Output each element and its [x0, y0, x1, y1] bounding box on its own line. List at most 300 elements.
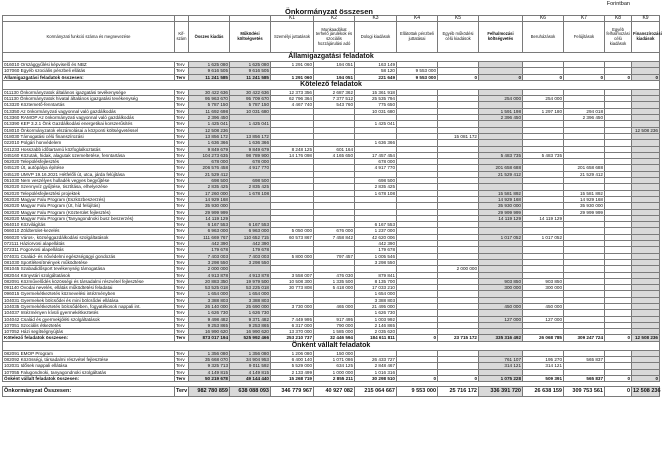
- table-cell: 11 241 585: [189, 74, 230, 80]
- table-cell: 2 396 450: [564, 115, 605, 121]
- table-cell: 5 483 735: [523, 152, 564, 158]
- header-code: K1: [271, 16, 314, 22]
- table-cell: Terv: [175, 121, 189, 127]
- table-cell: 565 837: [564, 357, 605, 363]
- table-cell: 9 253 865: [230, 322, 271, 328]
- row-label: 082044 Könyvtári szolgáltatások: [3, 272, 175, 278]
- table-cell: Terv: [175, 241, 189, 247]
- table-cell: 4 917 770: [230, 165, 271, 171]
- table-cell: 300 000: [523, 285, 564, 291]
- row-label: 062020 Településfejlesztési projektek: [3, 190, 175, 196]
- header-name: Kormányzati funkció száma és megnevezése: [3, 22, 175, 53]
- table-cell: 194 051: [314, 62, 355, 68]
- table-cell: 12 373 356: [271, 89, 314, 95]
- row-label: 104037 Intézményen kívüli gyermekétkeztetés: [3, 310, 175, 316]
- header-code: K7: [564, 16, 605, 22]
- table-cell: 3 298 550: [355, 259, 397, 265]
- header-k8: Egyéb felhalmozási célú kiadások: [605, 22, 632, 53]
- table-cell: 50 219 678: [189, 375, 230, 381]
- table-cell: 30 298 510: [355, 375, 397, 381]
- table-cell: 1 678 108: [230, 190, 271, 196]
- table-cell: Terv: [175, 310, 189, 316]
- table-cell: 17 260 000: [189, 190, 230, 196]
- row-label: 104035 Gyermekétkeztetés bölcsődében, fogyatékosok nappali int.: [3, 303, 175, 309]
- table-cell: 2 035 620: [355, 329, 397, 335]
- header-k9: Finanszírozási kiadások: [632, 22, 660, 53]
- table-cell: 15 581 892: [479, 190, 523, 196]
- table-cell: 1 591 198: [479, 108, 523, 114]
- table-cell: Terv: [175, 184, 189, 190]
- table-cell: 127 000: [479, 316, 523, 322]
- grand-total-cell: 40 927 082: [314, 387, 355, 397]
- table-cell: 314 121: [523, 363, 564, 369]
- table-cell: 1 005 546: [355, 253, 397, 259]
- table-cell: 201 658 688: [479, 165, 523, 171]
- table-cell: 0: [397, 375, 438, 381]
- table-cell: 26 433 727: [355, 357, 397, 363]
- table-cell: Terv: [175, 68, 189, 74]
- table-cell: 1 654 000: [355, 291, 397, 297]
- table-cell: 3 388 803: [355, 297, 397, 303]
- table-cell: Terv: [175, 297, 189, 303]
- table-cell: 6 167 553: [189, 222, 230, 228]
- header-code: K3: [355, 16, 397, 22]
- table-cell: 9 553 000: [397, 68, 438, 74]
- table-cell: 1 425 041: [189, 121, 230, 127]
- table-cell: Terv: [175, 316, 189, 322]
- row-label: 062020 Magyar Falu Program (Közterület fejlesztés): [3, 209, 175, 215]
- table-cell: 442 390: [189, 241, 230, 247]
- header-k7: Felújítások: [564, 22, 605, 53]
- table-cell: 879 841: [355, 272, 397, 278]
- table-cell: 1 237 000: [355, 228, 397, 234]
- table-cell: Terv: [175, 335, 189, 341]
- table-cell: 206 576 458: [189, 165, 230, 171]
- table-cell: 53 525 018: [189, 285, 230, 291]
- table-cell: Terv: [175, 146, 189, 152]
- table-cell: Terv: [175, 108, 189, 114]
- row-label: 052020 Szennyvíz gyűjtése, tisztítása, elhelyezése: [3, 184, 175, 190]
- table-cell: 12 508 236: [632, 127, 660, 133]
- table-cell: 1 206 080: [271, 350, 314, 356]
- table-cell: 3 298 550: [189, 259, 230, 265]
- table-cell: 0: [605, 74, 632, 80]
- table-cell: 10 031 680: [230, 108, 271, 114]
- header-code: K2: [314, 16, 355, 22]
- table-cell: 8 135 700: [355, 278, 397, 284]
- table-cell: 49 144 440: [230, 375, 271, 381]
- table-cell: 4 913 878: [230, 272, 271, 278]
- table-cell: Terv: [175, 357, 189, 363]
- table-cell: 2 848 467: [355, 363, 397, 369]
- table-cell: 903 850: [479, 278, 523, 284]
- row-label: 064010 Közvilágítás: [3, 222, 175, 228]
- table-cell: 29 999 999: [564, 209, 605, 215]
- table-cell: 761 107: [479, 357, 523, 363]
- table-cell: 23 715 172: [438, 335, 479, 341]
- table-cell: 0: [605, 335, 632, 341]
- table-cell: 2 396 450: [479, 115, 523, 121]
- table-cell: 775 650: [355, 102, 397, 108]
- table-cell: 1 626 730: [355, 310, 397, 316]
- table-cell: 1 636 366: [189, 140, 230, 146]
- row-label: Államigazgatási feladatok összesen:: [3, 74, 175, 80]
- table-cell: 179 678: [355, 247, 397, 253]
- row-label: 091140 Óvodai nevelés, ellátás működtetési feladatai: [3, 285, 175, 291]
- table-cell: 3 388 803: [230, 297, 271, 303]
- table-cell: 53 225 018: [230, 285, 271, 291]
- table-cell: 104 273 635: [189, 152, 230, 158]
- table-cell: 127 000: [523, 316, 564, 322]
- table-cell: 4 917 770: [355, 165, 397, 171]
- table-cell: 32 446 594: [314, 335, 355, 341]
- table-cell: 5 529 000: [271, 363, 314, 369]
- table-cell: 14 119 129: [189, 215, 230, 221]
- row-label: 013390 KEP 3.2.1 Önk Gazdálkodási energetikai korszerűsítés: [3, 121, 175, 127]
- table-cell: Terv: [175, 190, 189, 196]
- table-cell: 9 553 000: [397, 74, 438, 80]
- table-cell: 3 298 550: [230, 259, 271, 265]
- table-cell: 5 800 000: [271, 253, 314, 259]
- table-cell: 2 000 000: [438, 266, 479, 272]
- table-cell: 195 270: [523, 357, 564, 363]
- row-label: 102031 Idősek nappali ellátása: [3, 363, 175, 369]
- table-cell: 450 000: [523, 303, 564, 309]
- table-cell: 17 033 210: [355, 285, 397, 291]
- header-capital: Felhalmozási költségvetés: [479, 22, 523, 53]
- table-cell: 1 636 366: [355, 140, 397, 146]
- table-cell: Terv: [175, 247, 189, 253]
- table-cell: 1 425 041: [230, 121, 271, 127]
- table-cell: 163 149: [355, 62, 397, 68]
- table-cell: 9 371 482: [230, 316, 271, 322]
- table-cell: 2 000 000: [189, 266, 230, 272]
- grand-total-label: Önkormányzat Összesen:: [3, 387, 175, 397]
- table-cell: 676 000: [314, 228, 355, 234]
- table-cell: 10 508 300: [271, 278, 314, 284]
- table-cell: 3 730 000: [271, 303, 314, 309]
- table-cell: 300 000: [479, 285, 523, 291]
- table-cell: 509 391: [523, 375, 564, 381]
- table-cell: 698 500: [189, 178, 230, 184]
- table-cell: 17 457 454: [355, 152, 397, 158]
- row-label: 016010 Országgyűlési képviselő és NBZ: [3, 62, 175, 68]
- table-cell: 26 140 000: [189, 303, 230, 309]
- table-cell: 335 316 492: [479, 335, 523, 341]
- table-cell: 1 017 052: [479, 234, 523, 240]
- header-k3: Dologi kiadások: [355, 22, 397, 53]
- table-cell: Terv: [175, 266, 189, 272]
- table-cell: 15 361 918: [355, 89, 397, 95]
- table-cell: 9 616 505: [230, 68, 271, 74]
- grand-total-cell: 25 716 172: [438, 387, 479, 397]
- row-label: 013320 Köztemető-fenntartás: [3, 102, 175, 108]
- table-cell: 26 068 785: [523, 335, 564, 341]
- table-cell: Terv: [175, 259, 189, 265]
- table-cell: 6 963 000: [230, 228, 271, 234]
- table-cell: 21 529 412: [564, 171, 605, 177]
- table-cell: 698 500: [355, 178, 397, 184]
- header-code: K8: [605, 16, 632, 22]
- table-cell: 62 796 364: [271, 96, 314, 102]
- table-cell: 5 787 150: [230, 102, 271, 108]
- table-cell: 0: [479, 74, 523, 80]
- table-cell: 7 377 512: [314, 96, 355, 102]
- table-cell: 3 558 007: [271, 272, 314, 278]
- header-total: Összes kiadás: [189, 22, 230, 53]
- table-cell: 179 678: [189, 247, 230, 253]
- table-cell: Terv: [175, 140, 189, 146]
- table-cell: 35 668 070: [189, 357, 230, 363]
- row-label: 107060 Egyéb szociális pénzbeli ellátás: [3, 68, 175, 74]
- row-label: 013350 Az önkormányzati vagyonnal való gazdálkodás: [3, 108, 175, 114]
- table-cell: Terv: [175, 228, 189, 234]
- table-cell: 1 654 000: [230, 291, 271, 297]
- table-cell: Terv: [175, 74, 189, 80]
- row-label: 045120 UMVP 19.16.2021 Hétfelőli út, utca, járda felújítása: [3, 171, 175, 177]
- table-cell: 0: [438, 375, 479, 381]
- grand-total-row: [3, 387, 660, 397]
- header-code: K9: [632, 16, 660, 22]
- table-cell: 16 990 620: [230, 329, 271, 335]
- table-cell: 95 709 670: [230, 96, 271, 102]
- table-cell: Terv: [175, 350, 189, 356]
- row-label: 082092 Közösségi, társadalmi részvétel fejlesztése: [3, 357, 175, 363]
- table-cell: 5 483 735: [479, 152, 523, 158]
- row-label: 066020 Város-, községgazdálkodási szolgáltatások: [3, 234, 175, 240]
- table-cell: Terv: [175, 215, 189, 221]
- page-title: Önkormányzat összesen: [285, 7, 373, 16]
- table-cell: 14 176 098: [271, 152, 314, 158]
- table-cell: 543 760: [314, 102, 355, 108]
- table-cell: 7 403 003: [230, 253, 271, 259]
- table-cell: 194 051: [314, 74, 355, 80]
- table-cell: 150 000: [314, 350, 355, 356]
- table-cell: 6 167 553: [230, 222, 271, 228]
- header-code: K5: [438, 16, 479, 22]
- table-cell: 58 120: [355, 68, 397, 74]
- table-cell: 1 016 316: [355, 369, 397, 375]
- table-cell: 294 018: [564, 108, 605, 114]
- table-cell: 95 963 670: [189, 96, 230, 102]
- row-label: 074031 Család- és nővédelmi egészségügyi gondozás: [3, 253, 175, 259]
- section-title: Államigazgatási feladatok: [3, 53, 660, 62]
- table-cell: 1 003 992: [355, 316, 397, 322]
- table-cell: 30 773 808: [271, 285, 314, 291]
- table-cell: 14 119 129: [479, 215, 523, 221]
- table-cell: 1 626 730: [189, 310, 230, 316]
- table-cell: Terv: [175, 209, 189, 215]
- grand-total-cell: 9 553 000: [397, 387, 438, 397]
- table-cell: 1 000 000: [314, 369, 355, 375]
- table-body: [3, 53, 660, 397]
- table-cell: 0: [632, 375, 660, 381]
- table-cell: 29 999 999: [189, 209, 230, 215]
- header-k1: Személyi juttatások: [271, 22, 314, 53]
- row-label: 096015 Gyermekétkeztetés köznevelési intézményben: [3, 291, 175, 297]
- header-k2: Munkaadókat terhelő járulékok és szociális hozzájárulási adó: [314, 22, 355, 53]
- row-label: 022010 Polgári honvédelem: [3, 140, 175, 146]
- table-cell: 30 422 636: [230, 89, 271, 95]
- table-cell: 98 789 900: [230, 152, 271, 158]
- unit-label: Forintban: [606, 1, 630, 7]
- table-cell: 1 356 080: [230, 350, 271, 356]
- section-header-row: [3, 80, 660, 89]
- table-cell: Terv: [175, 285, 189, 291]
- row-label: 072111 Háziorvosi alapellátás: [3, 241, 175, 247]
- table-cell: 5 050 000: [271, 228, 314, 234]
- row-label: 066010 Zöldterület-kezelés: [3, 228, 175, 234]
- header-row: [3, 22, 660, 53]
- table-cell: 9 849 679: [189, 146, 230, 152]
- table-cell: 1 636 366: [230, 140, 271, 146]
- table-cell: 1 335 500: [314, 278, 355, 284]
- table-cell: 253 210 737: [271, 335, 314, 341]
- table-cell: 20 883 350: [189, 278, 230, 284]
- row-label: 018030 Támogatási célú finanszírozási: [3, 133, 175, 139]
- table-cell: 13 856 172: [230, 133, 271, 139]
- table-cell: 442 390: [230, 241, 271, 247]
- table-cell: 110 652 715: [230, 234, 271, 240]
- table-cell: 678 000: [355, 159, 397, 165]
- table-cell: Terv: [175, 196, 189, 202]
- table-cell: 21 495 000: [355, 303, 397, 309]
- table-cell: Terv: [175, 96, 189, 102]
- grand-total-cell: 0: [605, 387, 632, 397]
- table-cell: 1 625 080: [189, 62, 230, 68]
- section-title: Kötelező feladatok: [3, 80, 660, 89]
- table-cell: 254 000: [479, 96, 523, 102]
- table-cell: 9 849 679: [230, 146, 271, 152]
- table-cell: 6 400 140: [271, 357, 314, 363]
- row-label: 082091 EMOP Program: [3, 350, 175, 356]
- row-label: 104042 Család és gyermekjóléti szolgáltatások: [3, 316, 175, 322]
- table-cell: 6 167 553: [355, 222, 397, 228]
- table-cell: 790 000: [314, 322, 355, 328]
- table-cell: 16 990 620: [189, 329, 230, 335]
- grand-total-cell: 336 391 720: [479, 387, 523, 397]
- grand-total-cell: 982 780 859: [189, 387, 230, 397]
- table-cell: Terv: [175, 272, 189, 278]
- table-cell: 476 030: [314, 272, 355, 278]
- row-label: 104031 Gyermekek bölcsődei és mini bölcsődei ellátása: [3, 297, 175, 303]
- row-label: 062020 Magyar Falu Program (Tanyagondnoki busz beszerzés): [3, 215, 175, 221]
- table-cell: 1 625 080: [230, 62, 271, 68]
- row-label: 062020 Településfejlesztés: [3, 159, 175, 165]
- table-cell: Terv: [175, 369, 189, 375]
- row-label: 045160 Közutak, hidak, alagutak üzemeltetése, fenntartása: [3, 152, 175, 158]
- table-cell: 19 979 500: [230, 278, 271, 284]
- table-cell: 1 291 060: [271, 62, 314, 68]
- table-cell: Terv: [175, 375, 189, 381]
- table-cell: 2 835 425: [189, 184, 230, 190]
- header-k6: Beruházások: [523, 22, 564, 53]
- table-cell: 13 856 172: [189, 133, 230, 139]
- table-cell: 2 835 425: [355, 184, 397, 190]
- table-cell: 0: [523, 74, 564, 80]
- grand-total-cell: 346 779 967: [271, 387, 314, 397]
- header-operating: Működési költségvetés: [230, 22, 271, 53]
- table-cell: 35 930 000: [189, 203, 230, 209]
- table-cell: 442 390: [355, 241, 397, 247]
- table-cell: 9 011 592: [230, 363, 271, 369]
- table-cell: 9 616 505: [189, 68, 230, 74]
- table-cell: 2 855 211: [314, 375, 355, 381]
- table-cell: 7 449 995: [271, 316, 314, 322]
- row-label: 072311 Fogorvosi alapellátás: [3, 247, 175, 253]
- table-cell: Terv: [175, 234, 189, 240]
- table-cell: 10 031 680: [355, 108, 397, 114]
- section-title: Önként vállalt feladatok: [3, 341, 660, 350]
- table-cell: 6 317 000: [271, 322, 314, 328]
- table-cell: 2 835 425: [230, 184, 271, 190]
- table-cell: 2 146 865: [355, 322, 397, 328]
- row-label: 107052 Házi segítségnyújtás: [3, 329, 175, 335]
- table-cell: 14 929 168: [479, 196, 523, 202]
- table-cell: 1 626 730: [230, 310, 271, 316]
- table-cell: 314 121: [479, 363, 523, 369]
- table-cell: Terv: [175, 171, 189, 177]
- table-cell: 13 370 000: [271, 329, 314, 335]
- table-cell: 1 678 108: [355, 190, 397, 196]
- table-cell: 6 963 000: [189, 228, 230, 234]
- table-cell: 917 495: [314, 316, 355, 322]
- table-cell: 7 403 003: [189, 253, 230, 259]
- row-label: Önként vállalt feladatok összesen:: [3, 375, 175, 381]
- table-cell: 34 904 953: [230, 357, 271, 363]
- table-cell: 465 000: [314, 303, 355, 309]
- section-header-row: [3, 53, 660, 62]
- table-cell: 698 500: [230, 178, 271, 184]
- table-cell: 9 253 865: [189, 322, 230, 328]
- table-cell: 4 149 815: [189, 369, 230, 375]
- table-cell: 60 573 867: [271, 234, 314, 240]
- table-cell: 1 071 086: [314, 357, 355, 363]
- table-cell: 12 508 236: [632, 335, 660, 341]
- table-cell: 1 017 052: [523, 234, 564, 240]
- table-cell: 309 247 724: [564, 335, 605, 341]
- table-cell: 5 418 000: [314, 285, 355, 291]
- row-label: 062020 Magyar Falu Program (Eszközbeszerzés): [3, 196, 175, 202]
- table-cell: 30 422 636: [189, 89, 230, 95]
- row-label: Kötelező feladatok összesen:: [3, 335, 175, 341]
- table-cell: 14 119 129: [523, 215, 564, 221]
- header-type: Kif-szám: [175, 22, 189, 53]
- row-label: 045120 Út, autópálya építése: [3, 165, 175, 171]
- table-cell: 9 325 713: [189, 363, 230, 369]
- table-cell: Terv: [175, 222, 189, 228]
- table-cell: Terv: [175, 278, 189, 284]
- table-cell: Terv: [175, 329, 189, 335]
- table-cell: 2 396 450: [189, 115, 230, 121]
- table-cell: 35 930 000: [564, 203, 605, 209]
- header-code: K4: [397, 16, 438, 22]
- table-cell: 111 669 767: [189, 234, 230, 240]
- table-cell: 601 164: [314, 146, 355, 152]
- table-cell: 11 692 698: [189, 108, 230, 114]
- row-label: 018010 Önkormányzatok elszámolásai a központi költségvetéssel: [3, 127, 175, 133]
- row-label: 051030 Nem veszélyes hulladék vegyes begyűjtése: [3, 178, 175, 184]
- table-cell: 4 149 815: [230, 369, 271, 375]
- header-k4: Ellátottak pénzbeli juttatásai: [397, 22, 438, 53]
- grand-total-cell: 26 638 159: [523, 387, 564, 397]
- table-cell: 11 241 585: [230, 74, 271, 80]
- table-cell: Terv: [175, 363, 189, 369]
- row-label: 062020 Magyar Falu Program (Út, híd felújítás): [3, 203, 175, 209]
- table-cell: Terv: [175, 127, 189, 133]
- grand-total-cell: 638 088 093: [230, 387, 271, 397]
- table-cell: 5 787 150: [189, 102, 230, 108]
